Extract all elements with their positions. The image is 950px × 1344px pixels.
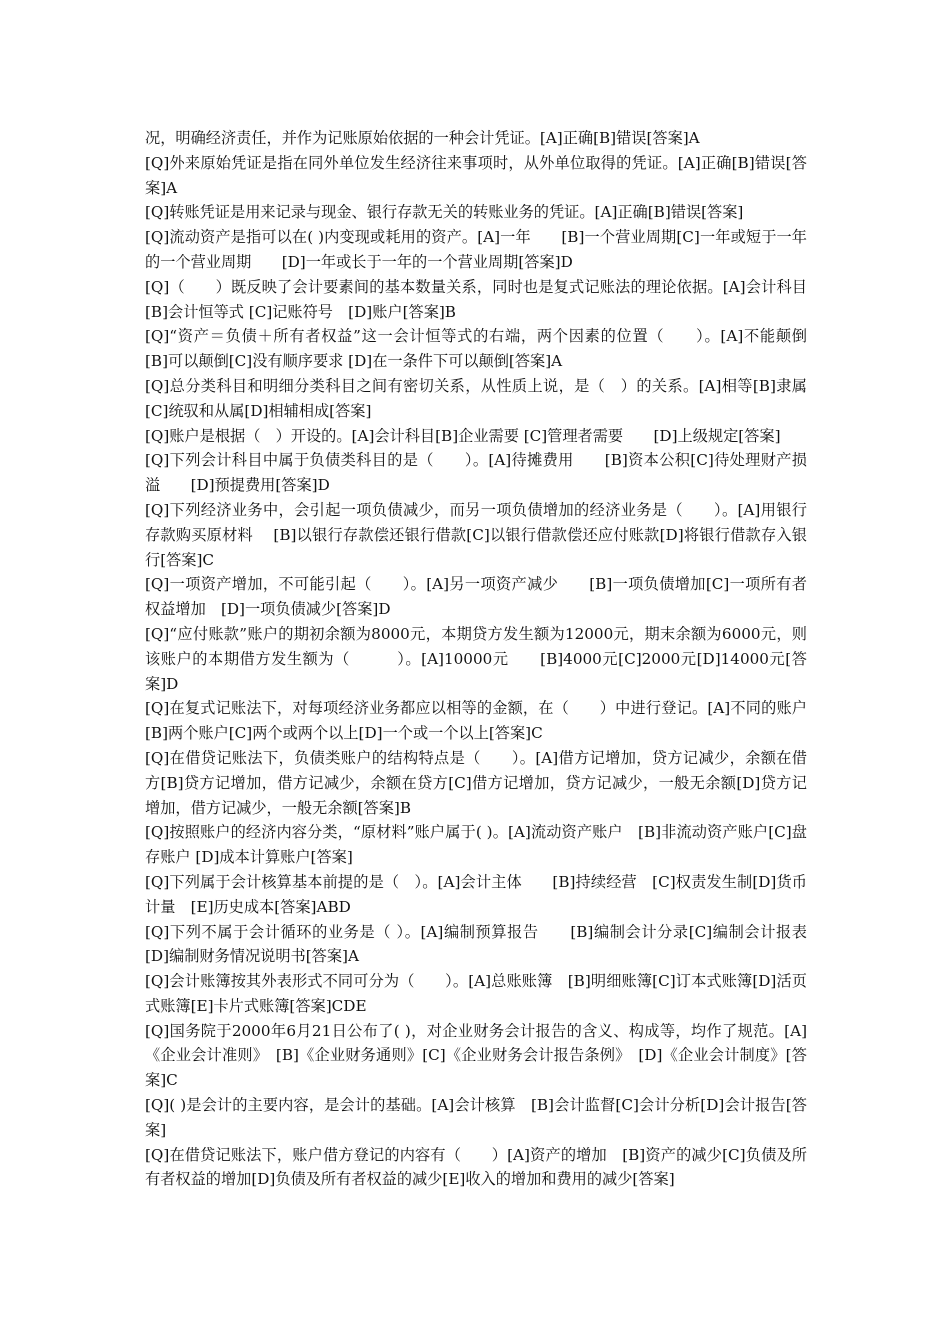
paragraph: [Q]下列会计科目中属于负债类科目的是（ ）。[A]待摊费用 [B]资本公积[C]待处理财产损溢 [D]预提费用[答案]D [145, 451, 807, 495]
paragraph: [Q]下列属于会计核算基本前提的是（ ）。[A]会计主体 [B]持续经营 [C]权责发生制[D]货币计量 [E]历史成本[答案]ABD [145, 872, 807, 916]
paragraph: [Q]下列不属于会计循环的业务是（ ）。[A]编制预算报告 [B]编制会计分录[C]编制会计报表 [D]编制财务情况说明书[答案]A [145, 922, 838, 966]
paragraph: [Q]会计账簿按其外表形式不同可分为（ ）。[A]总账账簿 [B]明细账簿[C]订本式账簿[D]活页式账簿[E]卡片式账簿[答案]CDE [145, 972, 807, 1015]
paragraph: [Q]转账凭证是用来记录与现金、银行存款无关的转账业务的凭证。[A]正确[B]错误[答案] [145, 203, 744, 222]
paragraph: [Q]“资产＝负债＋所有者权益”这一会计恒等式的右端，两个因素的位置（ ）。[A]不能颠倒 [B]可以颠倒[C]没有顺序要求 [D]在一条件下可以颠倒[答案]A [145, 327, 828, 371]
paragraph: [Q]“应付账款”账户的期初余额为8000元，本期贷方发生额为12000元，期末余额为6000元，则该账户的本期借方发生额为（ ）。[A]10000元 [B]4000元[C]2000元[D]14000元[答案]D [145, 624, 807, 693]
paragraph: [Q]流动资产是指可以在( )内变现或耗用的资产。[A]一年 [B]一个营业周期[C]一年或短于一年的一个营业周期 [D]一年或长于一年的一个营业周期[答案]D [145, 228, 807, 271]
paragraph: [Q]在借贷记账法下，账户借方登记的内容有（ ）[A]资产的增加 [B]资产的减少[C]负债及所有者权益的增加[D]负债及所有者权益的减少[E]收入的增加和费用的减少[答案] [145, 1145, 807, 1189]
paragraph: [Q]外来原始凭证是指在同外单位发生经济往来事项时，从外单位取得的凭证。[A]正确[B]错误[答案]A [145, 153, 807, 197]
paragraph: [Q]下列经济业务中，会引起一项负债减少，而另一项负债增加的经济业务是（ ）。[A]用银行存款购买原材料 [B]以银行存款偿还银行借款[C]以银行借款偿还应付账款[D]将银行借款存入银行[答案]C [145, 500, 807, 569]
paragraph: [Q]一项资产增加，不可能引起（ ）。[A]另一项资产减少 [B]一项负债增加[C]一项所有者权益增加 [D]一项负债减少[答案]D [145, 575, 807, 619]
paragraph: [Q]( )是会计的主要内容，是会计的基础。[A]会计核算 [B]会计监督[C]会计分析[D]会计报告[答案] [145, 1096, 807, 1139]
paragraph: [Q]账户是根据（ ）开设的。[A]会计科目[B]企业需要 [C]管理者需要 [D]上级规定[答案] [145, 426, 781, 445]
paragraph: [Q]（ ）既反映了会计要素间的基本数量关系，同时也是复式记账法的理论依据。[A]会计科目 [B]会计恒等式 [C]记账符号 [D]账户[答案]B [145, 277, 823, 321]
document-page [145, 126, 838, 1192]
paragraph: [Q]总分类科目和明细分类科目之间有密切关系，从性质上说，是（ ）的关系。[A]相等[B]隶属 [C]统驭和从属[D]相辅相成[答案] [145, 376, 807, 420]
paragraph: 况，明确经济责任，并作为记账原始依据的一种会计凭证。[A]正确[B]错误[答案]A [145, 129, 700, 147]
paragraph: [Q]按照账户的经济内容分类，“原材料”账户属于( )。[A]流动资产账户 [B]非流动资产账户[C]盘存账户 [D]成本计算账户[答案] [145, 823, 807, 867]
paragraph: [Q]在复式记账法下，对每项经济业务都应以相等的金额，在（ ）中进行登记。[A]不同的账户 [B]两个账户[C]两个或两个以上[D]一个或一个以上[答案]C [145, 699, 838, 743]
paragraph: [Q]国务院于2000年6月21日公布了( )，对企业财务会计报告的含义、构成等，均作了规范。[A]《企业会计准则》 [B]《企业财务通则》[C]《企业财务会计报告条例》 [D]《企业会计制度》[答案]C [145, 1021, 807, 1090]
paragraph: [Q]在借贷记账法下，负债类账户的结构特点是（ ）。[A]借方记增加，贷方记减少，余额在借方[B]贷方记增加，借方记减少，余额在贷方[C]借方记增加，贷方记减少，一般无余额[D]贷方记增加，借方记减少，一般无余额[答案]B [145, 748, 807, 817]
